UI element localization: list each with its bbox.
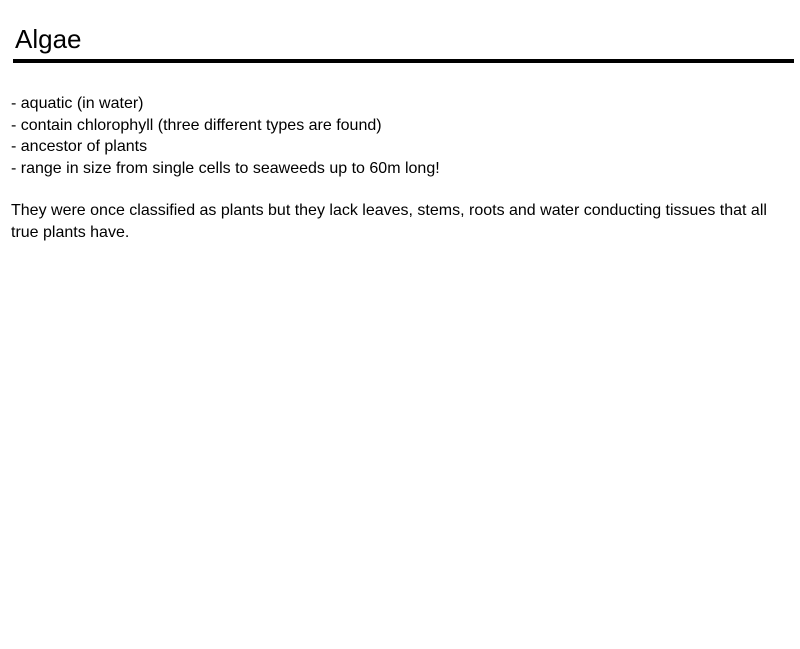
bullet-list (11, 93, 781, 179)
list-item: - range in size from single cells to seaweeds up to 60m long! (11, 159, 440, 177)
page-title: Algae (15, 24, 82, 54)
description-paragraph: They were once classified as plants but they lack leaves, stems, roots and water conducting tissues that all true plants have. (11, 202, 767, 241)
list-item: - contain chlorophyll (three different types are found) (11, 116, 382, 134)
list-item: - ancestor of plants (11, 138, 148, 156)
content-body (11, 93, 781, 244)
title-divider (13, 59, 794, 63)
list-item: - aquatic (in water) (11, 95, 144, 112)
